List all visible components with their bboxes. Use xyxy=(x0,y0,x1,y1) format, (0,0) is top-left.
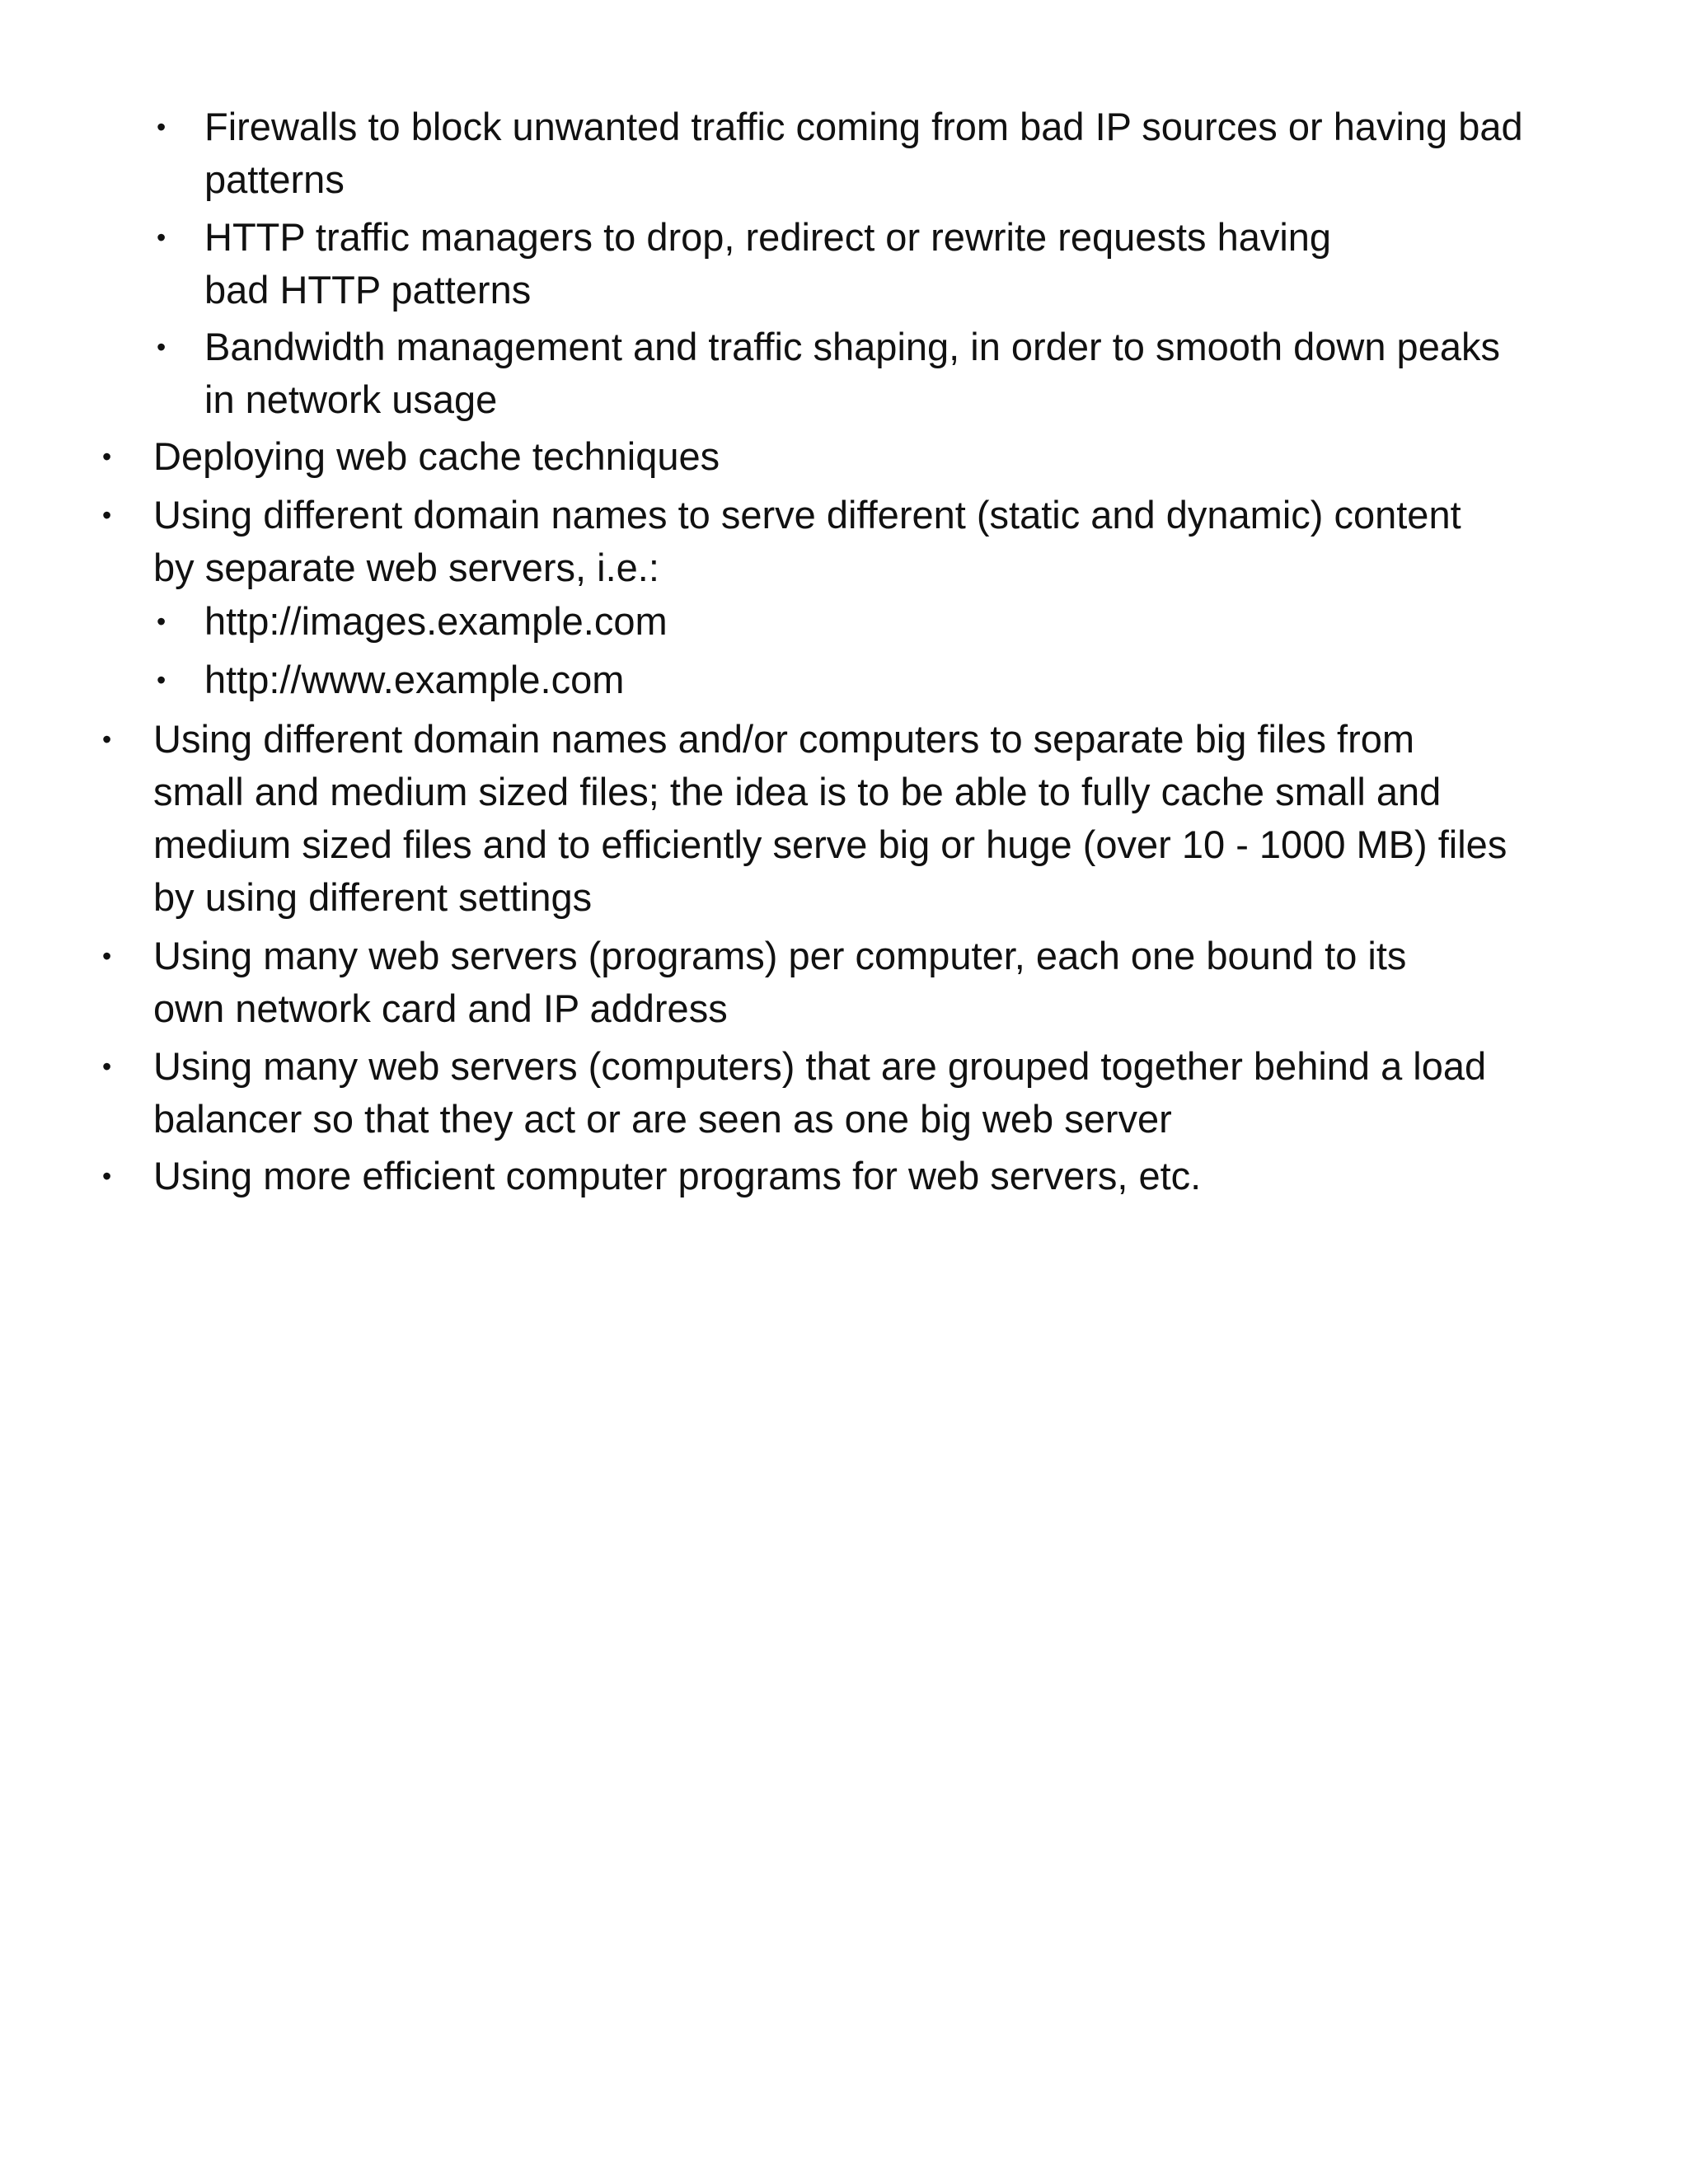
bullet-icon: • xyxy=(102,1052,112,1081)
list-item-text: Using different domain names to serve different (static and dynamic) content xyxy=(153,493,1461,537)
list-item-text: Using more efficient computer programs for web servers, etc. xyxy=(153,1154,1202,1197)
bullet-icon: • xyxy=(102,724,112,754)
bullet-icon: • xyxy=(102,1161,112,1191)
list-item-text: in network usage xyxy=(204,377,498,421)
bullet-icon: • xyxy=(157,112,166,142)
list-item-text: Bandwidth management and traffic shaping, in order to smooth down peaks xyxy=(204,325,1500,368)
list-item-text: patterns xyxy=(204,157,345,201)
list-item xyxy=(157,595,1606,648)
list-item-link-text: http://images.example.com xyxy=(204,599,668,643)
list-item-text: Firewalls to block unwanted traffic coming from bad IP sources or having bad xyxy=(204,105,1523,148)
list-item-text: medium sized files and to efficiently serve big or huge (over 10 - 1000 MB) files xyxy=(153,823,1507,866)
list-item xyxy=(102,1150,1604,1202)
list-item-text: HTTP traffic managers to drop, redirect or rewrite requests having xyxy=(204,215,1332,259)
bullet-icon: • xyxy=(157,607,166,636)
list-item-text: own network card and IP address xyxy=(153,987,728,1030)
list-item xyxy=(157,101,1606,206)
bullet-icon: • xyxy=(102,941,112,971)
list-item-text: Deploying web cache techniques xyxy=(153,434,720,478)
list-item xyxy=(102,1040,1604,1146)
list-item-text: by using different settings xyxy=(153,875,593,919)
bullet-icon: • xyxy=(157,665,166,695)
list-item xyxy=(102,930,1604,1035)
list-item xyxy=(102,430,1604,483)
bullet-icon: • xyxy=(157,332,166,362)
list-item-text: balancer so that they act or are seen as one big web server xyxy=(153,1097,1172,1141)
list-item-text: Using many web servers (programs) per computer, each one bound to its xyxy=(153,934,1407,977)
list-item xyxy=(102,489,1604,594)
bullet-icon: • xyxy=(102,500,112,530)
list-item-text: Using many web servers (computers) that are grouped together behind a load xyxy=(153,1044,1487,1088)
bullet-icon: • xyxy=(102,442,112,471)
list-item xyxy=(157,321,1606,426)
list-item xyxy=(157,654,1606,706)
list-item-text: small and medium sized files; the idea is to be able to fully cache small and xyxy=(153,770,1442,813)
list-item-text: Using different domain names and/or computers to separate big files from xyxy=(153,717,1415,761)
bullet-icon: • xyxy=(157,223,166,252)
list-item xyxy=(157,211,1606,316)
list-item-text: by separate web servers, i.e.: xyxy=(153,546,659,589)
list-item-text: bad HTTP patterns xyxy=(204,268,532,312)
list-item xyxy=(102,713,1604,924)
list-item-link-text: http://www.example.com xyxy=(204,658,625,701)
